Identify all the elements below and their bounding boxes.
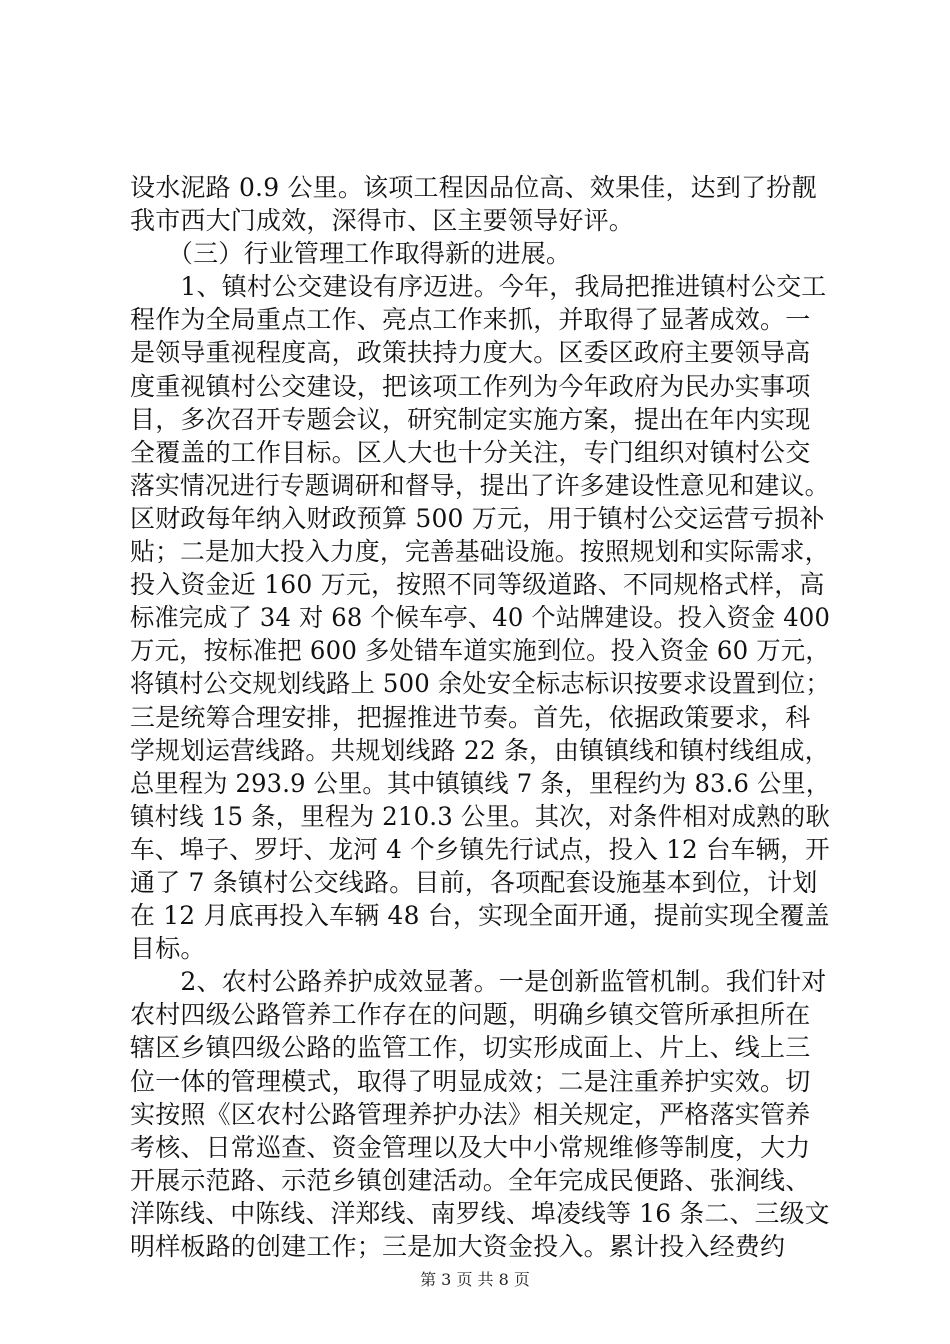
text-line: 镇村线 15 条，里程为 210.3 公里。其次，对条件相对成熟的耿 [130, 801, 830, 831]
text-line: 学规划运营线路。共规划线路 22 条，由镇镇线和镇村线组成， [130, 735, 830, 765]
text-line: 总里程为 293.9 公里。其中镇镇线 7 条，里程约为 83.6 公里， [130, 768, 831, 798]
text-line: 洋陈线、中陈线、洋郑线、南罗线、埠凌线等 16 条二、三级文 [130, 1198, 830, 1228]
text-line: 投入资金近 160 万元，按照不同等级道路、不同规格式样，高 [130, 570, 825, 600]
text-line: 度重视镇村公交建设，把该项工作列为今年政府为民办实事项 [130, 371, 811, 401]
text-line: 区财政每年纳入财政预算 500 万元，用于镇村公交运营亏损补 [130, 503, 825, 533]
text-line: 程作为全局重点工作、亮点工作来抓，并取得了显著成效。一 [130, 305, 811, 335]
text-line: 在 12 月底再投入车辆 48 台，实现全面开通，提前实现全覆盖 [130, 901, 830, 931]
text-line: 万元，按标准把 600 多处错车道实施到位。投入资金 60 万元， [130, 636, 830, 666]
text-line: 实按照《区农村公路管理养护办法》相关规定，严格落实管养 [130, 1099, 811, 1129]
text-line: 标准完成了 34 对 68 个候车亭、40 个站牌建设。投入资金 400 [130, 603, 831, 633]
text-line: 明样板路的创建工作；三是加大资金投入。累计投入经费约 [130, 1232, 786, 1261]
text-line: 贴；二是加大投入力度，完善基础设施。按照规划和实际需求， [130, 537, 830, 567]
text-line: 2、农村公路养护成效显著。一是创新监管机制。我们针对 [130, 967, 827, 997]
text-line: 车、埠子、罗圩、龙河 4 个乡镇先行试点，投入 12 台车辆，开 [130, 834, 830, 864]
text-line: 1、镇村公交建设有序迈进。今年，我局把推进镇村公交工 [130, 272, 827, 302]
page-footer: 第 3 页 共 8 页 [420, 1270, 530, 1289]
text-line: 辖区乡镇四级公路的监管工作，切实形成面上、片上、线上三 [130, 1033, 811, 1063]
document-body [130, 171, 830, 1263]
text-line: 将镇村公交规划线路上 500 余处安全标志标识按要求设置到位； [130, 669, 830, 699]
text-line: 全覆盖的工作目标。区人大也十分关注，专门组织对镇村公交 [130, 437, 811, 467]
text-line: 三是统筹合理安排，把握推进节奏。首先，依据政策要求，科 [130, 702, 811, 732]
text-line: 考核、日常巡查、资金管理以及大中小常规维修等制度，大力 [130, 1132, 811, 1162]
text-line: 目，多次召开专题会议，研究制定实施方案，提出在年内实现 [130, 404, 811, 434]
text-line: 目标。 [130, 934, 206, 964]
text-line: 落实情况进行专题调研和督导，提出了许多建设性意见和建议。 [130, 470, 830, 500]
text-line: 设水泥路 0.9 公里。该项工程因品位高、效果佳，达到了扮靓 [130, 173, 817, 202]
text-line: 是领导重视程度高，政策扶持力度大。区委区政府主要领导高 [130, 338, 811, 368]
text-line: 通了 7 条镇村公交线路。目前，各项配套设施基本到位，计划 [130, 867, 818, 897]
text-line: 开展示范路、示范乡镇创建活动。全年完成民便路、张涧线、 [130, 1165, 811, 1195]
text-line: （三）行业管理工作取得新的进展。 [130, 239, 572, 269]
text-line: 农村四级公路管养工作存在的问题，明确乡镇交管所承担所在 [130, 1000, 811, 1030]
text-line: 位一体的管理模式，取得了明显成效；二是注重养护实效。切 [130, 1066, 811, 1096]
text-line: 我市西大门成效，深得市、区主要领导好评。 [130, 206, 635, 236]
